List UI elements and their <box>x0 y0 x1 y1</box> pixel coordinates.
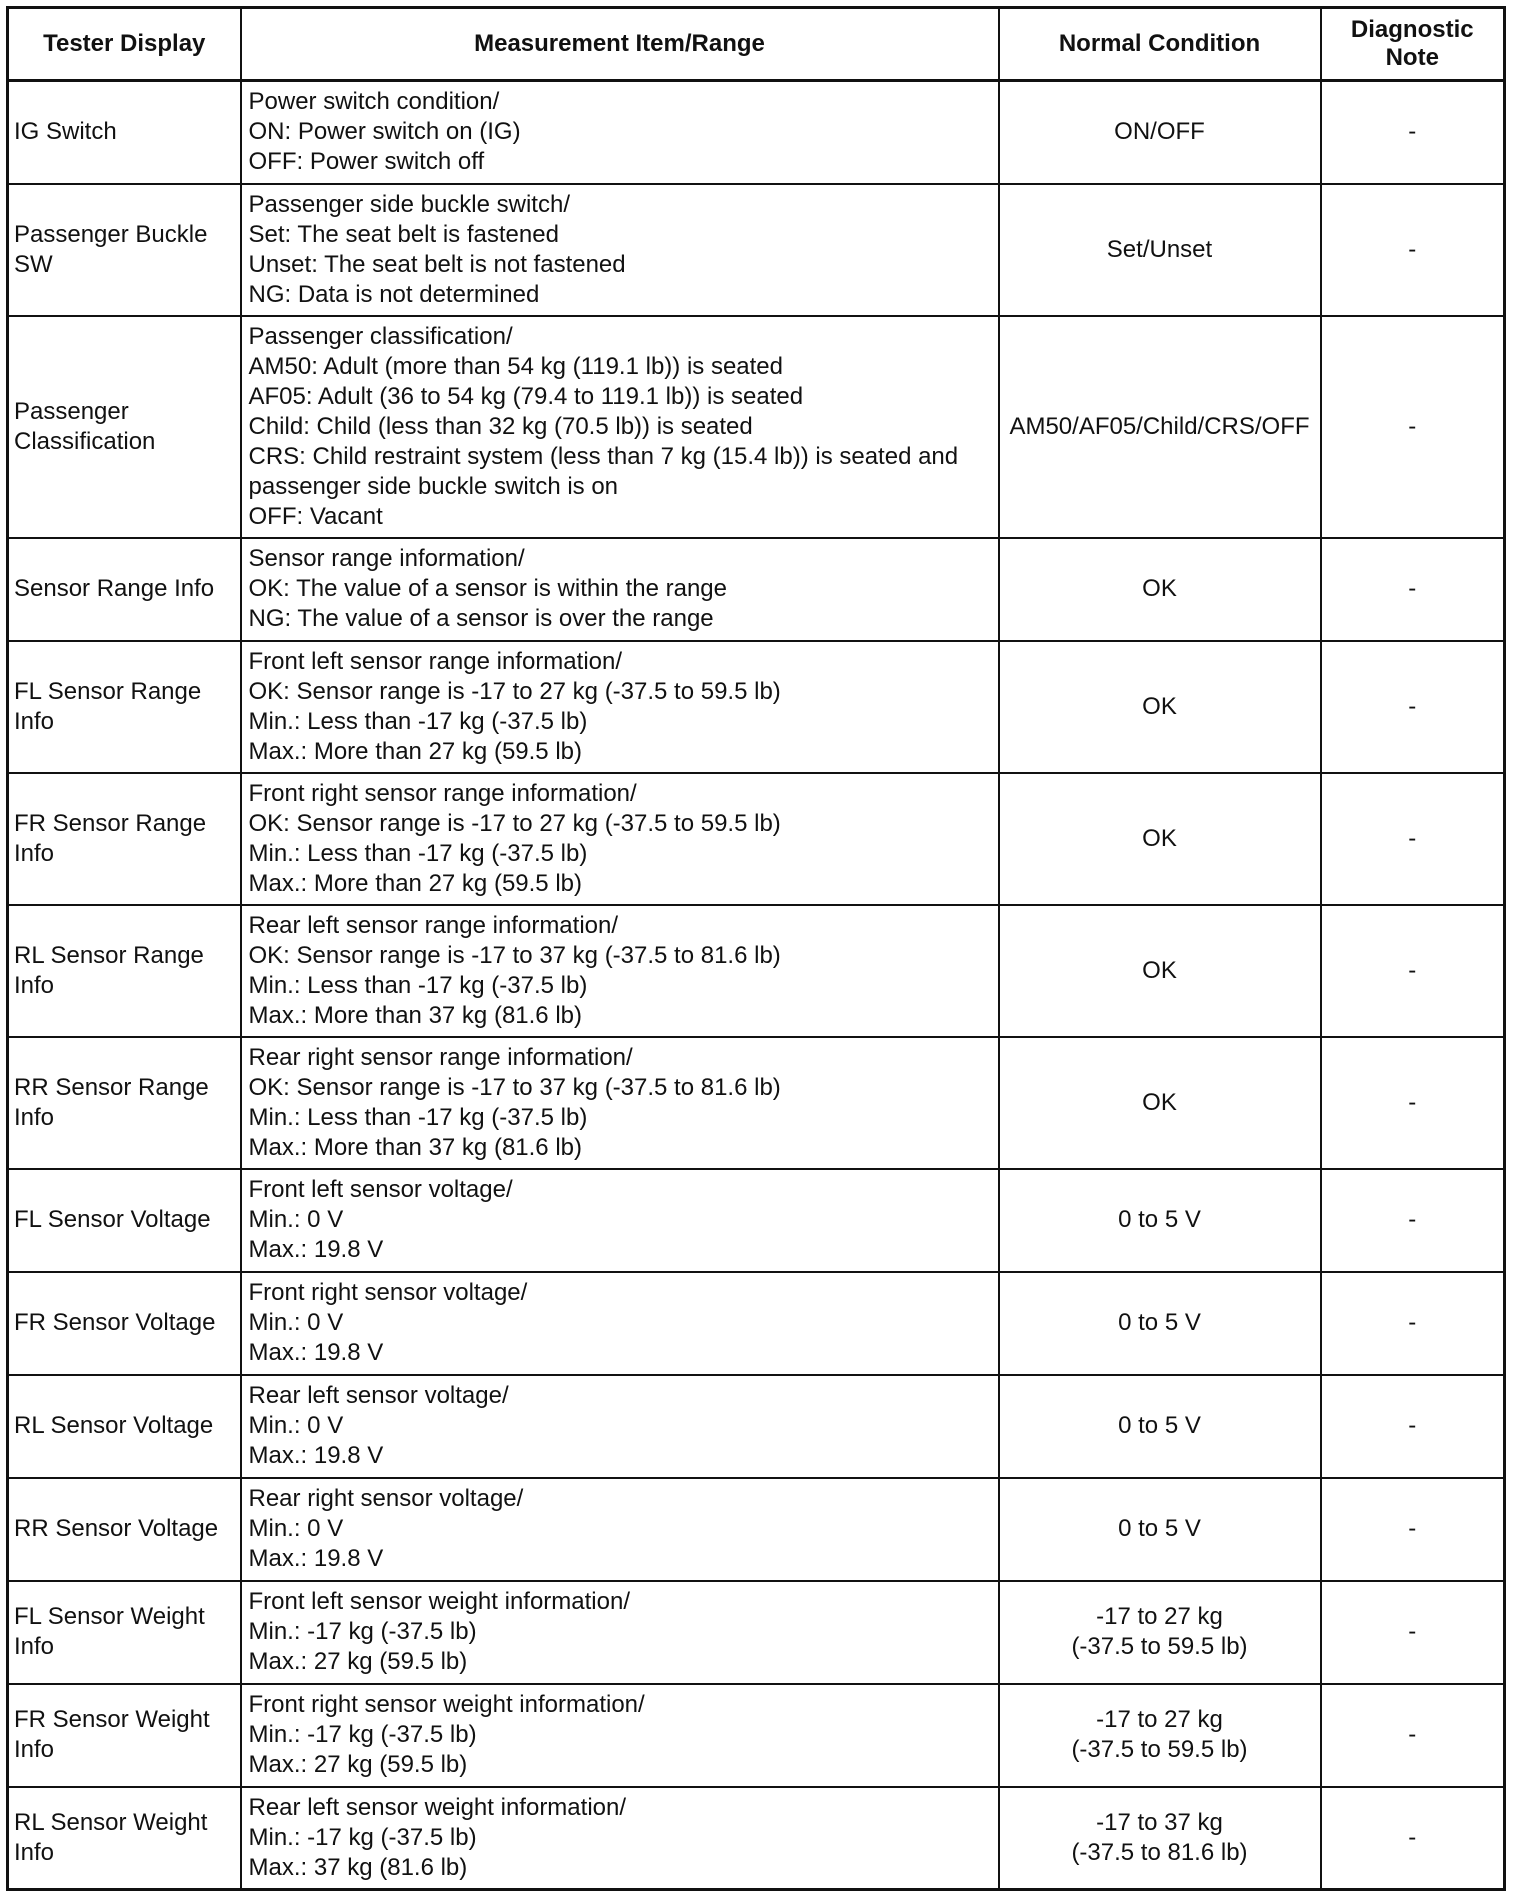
normal-condition-cell: OK <box>999 1037 1321 1169</box>
table-row <box>8 905 1505 1037</box>
table-header-row <box>8 8 1505 81</box>
measurement-line: Max.: 19.8 V <box>248 1442 384 1469</box>
measurement-cell <box>241 1037 999 1169</box>
measurement-cell <box>241 1375 999 1478</box>
measurement-line: Child: Child (less than 32 kg (70.5 lb)) is seated <box>248 412 753 440</box>
tester-display-cell <box>8 1037 241 1169</box>
measurement-line: OK: Sensor range is -17 to 37 kg (-37.5 to 81.6 lb) <box>248 941 781 969</box>
normal-condition-cell: 0 to 5 V <box>999 1272 1321 1375</box>
tester-display-label: RL Sensor Weight Info <box>14 1808 208 1866</box>
diagnostic-note-cell: - <box>1321 81 1505 184</box>
measurement-line: Max.: 19.8 V <box>248 1545 384 1572</box>
data-list-table <box>6 6 1506 1891</box>
tester-display-cell: RR Sensor Voltage <box>8 1478 241 1581</box>
normal-condition-cell: ON/OFF <box>999 81 1321 184</box>
normal-condition-cell: 0 to 5 V <box>999 1375 1321 1478</box>
measurement-cell <box>241 184 999 316</box>
measurement-line: Front right sensor weight information/ <box>248 1691 645 1718</box>
measurement-cell <box>241 1478 999 1581</box>
header-normal-condition: Normal Condition <box>999 8 1321 81</box>
table-row <box>8 641 1505 773</box>
diagnostic-note-cell: - <box>1321 1169 1505 1272</box>
tester-display-label: FR Sensor Range Info <box>14 809 207 867</box>
measurement-line: Rear right sensor voltage/ <box>248 1485 524 1512</box>
measurement-line: AM50: Adult (more than 54 kg (119.1 lb)) is seated <box>248 352 784 380</box>
measurement-line: Min.: Less than -17 kg (-37.5 lb) <box>248 707 588 735</box>
measurement-line: Max.: 19.8 V <box>248 1339 384 1366</box>
normal-condition-cell: Set/Unset <box>999 184 1321 316</box>
measurement-line: Min.: -17 kg (-37.5 lb) <box>248 1721 477 1748</box>
tester-display-cell <box>8 1581 241 1684</box>
measurement-line: OK: Sensor range is -17 to 37 kg (-37.5 to 81.6 lb) <box>248 1073 781 1101</box>
tester-display-label: FL Sensor Weight Info <box>14 1603 205 1660</box>
measurement-line: Front right sensor range information/ <box>248 779 637 807</box>
measurement-line: Unset: The seat belt is not fastened <box>248 250 626 278</box>
measurement-line: Min.: 0 V <box>248 1515 344 1542</box>
diagnostic-note-cell: - <box>1321 641 1505 773</box>
measurement-cell <box>241 641 999 773</box>
measurement-line: AF05: Adult (36 to 54 kg (79.4 to 119.1 lb)) is seated <box>248 382 804 410</box>
measurement-line: Sensor range information/ <box>248 545 525 572</box>
measurement-line: Max.: More than 37 kg (81.6 lb) <box>248 1001 582 1029</box>
tester-display-cell: FL Sensor Voltage <box>8 1169 241 1272</box>
measurement-line: NG: Data is not determined <box>248 280 540 308</box>
measurement-line: Max.: 27 kg (59.5 lb) <box>248 1648 468 1675</box>
normal-condition-cell <box>999 1581 1321 1684</box>
tester-display-cell: IG Switch <box>8 81 241 184</box>
measurement-line: Set: The seat belt is fastened <box>248 220 559 248</box>
table-row <box>8 773 1505 905</box>
measurement-line: Max.: 27 kg (59.5 lb) <box>248 1751 468 1778</box>
tester-display-cell <box>8 773 241 905</box>
measurement-line: CRS: Child restraint system (less than 7 kg (15.4 lb)) is seated and passenger side buckle switch is on <box>248 442 959 500</box>
measurement-cell <box>241 1684 999 1787</box>
table-row <box>8 1581 1505 1684</box>
measurement-cell <box>241 1272 999 1375</box>
normal-condition-label: -17 to 27 kg (-37.5 to 59.5 lb) <box>1071 1706 1248 1763</box>
header-diagnostic-note <box>1321 8 1505 81</box>
measurement-line: Max.: More than 27 kg (59.5 lb) <box>248 869 582 897</box>
table-row <box>8 1375 1505 1478</box>
normal-condition-cell: AM50/AF05/Child/CRS/OFF <box>999 316 1321 538</box>
measurement-cell <box>241 316 999 538</box>
table-row <box>8 1169 1505 1272</box>
header-tester-display: Tester Display <box>8 8 241 81</box>
normal-condition-label: -17 to 27 kg (-37.5 to 59.5 lb) <box>1071 1603 1248 1660</box>
measurement-line: Front left sensor range information/ <box>248 647 623 675</box>
table-row <box>8 1787 1505 1890</box>
tester-display-label: Passenger Buckle SW <box>14 220 208 278</box>
measurement-line: NG: The value of a sensor is over the range <box>248 605 714 632</box>
measurement-line: Min.: 0 V <box>248 1206 344 1233</box>
measurement-line: Front left sensor voltage/ <box>248 1176 513 1203</box>
tester-display-cell <box>8 905 241 1037</box>
measurement-line: Front left sensor weight information/ <box>248 1588 631 1615</box>
diagnostic-note-cell: - <box>1321 538 1505 641</box>
measurement-line: Rear left sensor range information/ <box>248 911 619 939</box>
tester-display-cell: FR Sensor Voltage <box>8 1272 241 1375</box>
normal-condition-cell: 0 to 5 V <box>999 1478 1321 1581</box>
measurement-cell <box>241 1581 999 1684</box>
measurement-line: Front right sensor voltage/ <box>248 1279 528 1306</box>
table-row <box>8 184 1505 316</box>
diagnostic-note-cell: - <box>1321 773 1505 905</box>
table-row <box>8 1272 1505 1375</box>
measurement-line: OK: Sensor range is -17 to 27 kg (-37.5 to 59.5 lb) <box>248 809 781 837</box>
diagnostic-note-cell: - <box>1321 184 1505 316</box>
diagnostic-note-cell: - <box>1321 1037 1505 1169</box>
measurement-line: OK: Sensor range is -17 to 27 kg (-37.5 to 59.5 lb) <box>248 677 781 705</box>
measurement-line: Max.: 37 kg (81.6 lb) <box>248 1853 468 1881</box>
normal-condition-cell <box>999 1684 1321 1787</box>
measurement-line: Min.: 0 V <box>248 1412 344 1439</box>
measurement-line: Rear right sensor range information/ <box>248 1043 633 1071</box>
measurement-line: Passenger side buckle switch/ <box>248 190 570 218</box>
diagnostic-note-cell: - <box>1321 1478 1505 1581</box>
normal-condition-cell: 0 to 5 V <box>999 1169 1321 1272</box>
diagnostic-note-cell: - <box>1321 905 1505 1037</box>
measurement-line: Min.: Less than -17 kg (-37.5 lb) <box>248 839 588 867</box>
measurement-line: Min.: 0 V <box>248 1309 344 1336</box>
measurement-line: OFF: Power switch off <box>248 148 485 176</box>
diagnostic-note-cell: - <box>1321 1272 1505 1375</box>
diagnostic-note-cell: - <box>1321 1375 1505 1478</box>
normal-condition-cell: OK <box>999 538 1321 641</box>
tester-display-cell <box>8 1684 241 1787</box>
tester-display-cell <box>8 641 241 773</box>
measurement-line: Power switch condition/ <box>248 88 500 116</box>
measurement-line: OK: The value of a sensor is within the range <box>248 575 727 602</box>
measurement-cell <box>241 1787 999 1890</box>
measurement-line: Min.: -17 kg (-37.5 lb) <box>248 1823 477 1851</box>
tester-display-label: FR Sensor Weight Info <box>14 1706 210 1763</box>
measurement-cell <box>241 81 999 184</box>
tester-display-cell <box>8 1787 241 1890</box>
measurement-cell <box>241 1169 999 1272</box>
tester-display-cell: Sensor Range Info <box>8 538 241 641</box>
diagnostic-note-cell: - <box>1321 316 1505 538</box>
diagnostic-note-cell: - <box>1321 1787 1505 1890</box>
measurement-line: OFF: Vacant <box>248 502 383 530</box>
measurement-line: Passenger classification/ <box>248 322 513 350</box>
measurement-cell <box>241 905 999 1037</box>
table-row <box>8 316 1505 538</box>
normal-condition-cell: OK <box>999 641 1321 773</box>
diagnostic-note-cell: - <box>1321 1684 1505 1787</box>
measurement-line: ON: Power switch on (IG) <box>248 118 521 146</box>
tester-display-cell <box>8 316 241 538</box>
normal-condition-cell: OK <box>999 905 1321 1037</box>
tester-display-cell: RL Sensor Voltage <box>8 1375 241 1478</box>
normal-condition-cell: OK <box>999 773 1321 905</box>
measurement-line: Rear left sensor weight information/ <box>248 1793 627 1821</box>
table-row <box>8 1478 1505 1581</box>
tester-display-label: FL Sensor Range Info <box>14 677 202 735</box>
header-diagnostic-note-label: Diagnostic Note <box>1350 16 1474 71</box>
measurement-line: Max.: More than 27 kg (59.5 lb) <box>248 737 582 765</box>
measurement-cell <box>241 773 999 905</box>
measurement-cell <box>241 538 999 641</box>
tester-display-label: RR Sensor Range Info <box>14 1073 209 1131</box>
measurement-line: Max.: 19.8 V <box>248 1236 384 1263</box>
table-row <box>8 538 1505 641</box>
header-measurement-item: Measurement Item/Range <box>241 8 999 81</box>
table-row <box>8 81 1505 184</box>
measurement-line: Min.: -17 kg (-37.5 lb) <box>248 1618 477 1645</box>
normal-condition-label: -17 to 37 kg (-37.5 to 81.6 lb) <box>1071 1808 1248 1866</box>
table-row <box>8 1037 1505 1169</box>
measurement-line: Min.: Less than -17 kg (-37.5 lb) <box>248 971 588 999</box>
normal-condition-cell <box>999 1787 1321 1890</box>
measurement-line: Min.: Less than -17 kg (-37.5 lb) <box>248 1103 588 1131</box>
tester-display-label: Passenger Classification <box>14 397 156 455</box>
diagnostic-note-cell: - <box>1321 1581 1505 1684</box>
measurement-line: Max.: More than 37 kg (81.6 lb) <box>248 1133 582 1161</box>
measurement-line: Rear left sensor voltage/ <box>248 1382 509 1409</box>
tester-display-label: RL Sensor Range Info <box>14 941 204 999</box>
tester-display-cell <box>8 184 241 316</box>
table-row <box>8 1684 1505 1787</box>
